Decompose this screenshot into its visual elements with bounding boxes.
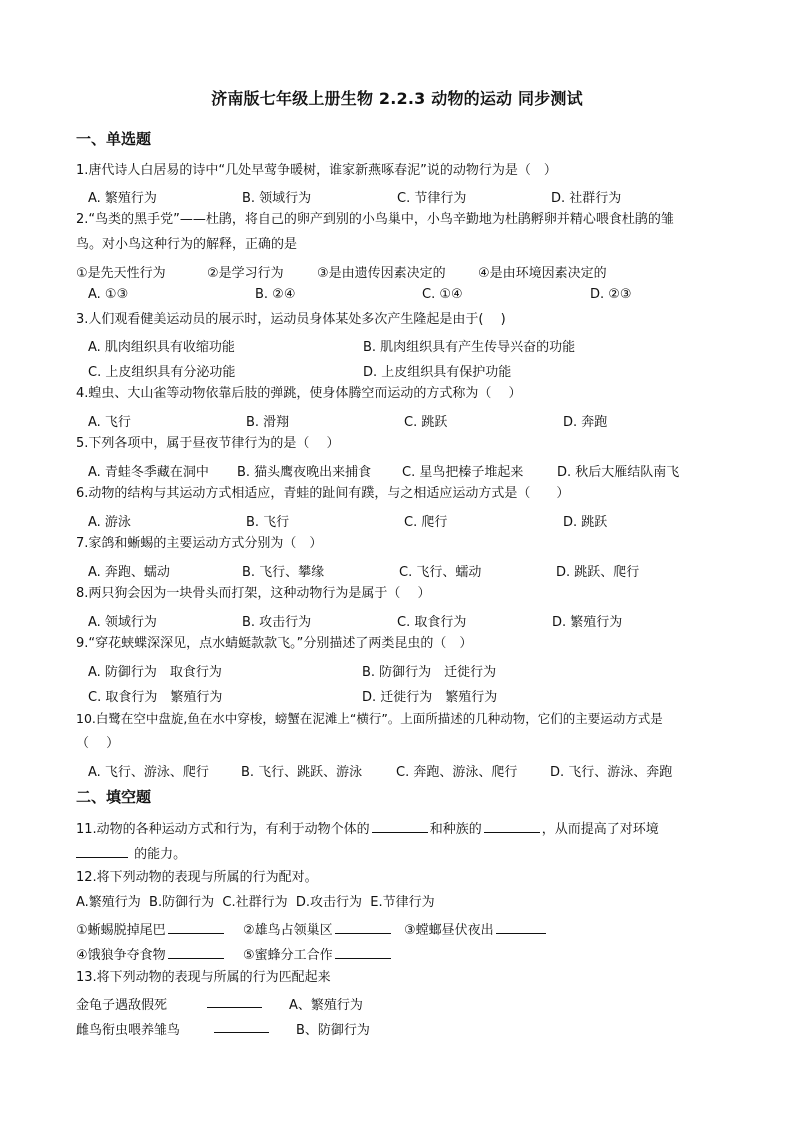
question-12-item-3-text: ③螳螂昼伏夜出: [404, 923, 494, 938]
question-12-item-3: [404, 919, 548, 938]
question-10-option-d: D. 飞行、游泳、奔跑: [550, 765, 673, 780]
question-8-option-c: C. 取食行为: [397, 615, 467, 630]
question-2-statement-2: ②是学习行为: [207, 266, 284, 281]
question-13-row-1-left: 金龟子遇敌假死: [76, 998, 168, 1013]
question-12-item-5-text: ⑤蜜蜂分工合作: [243, 948, 333, 963]
question-4-stem: 4.蝗虫、大山雀等动物依靠后肢的弹跳，使身体腾空而运动的方式称为（ ）: [76, 386, 522, 401]
question-11-line2: [76, 844, 186, 864]
question-6-option-b: B. 飞行: [246, 515, 290, 530]
question-12-item-1: [76, 919, 226, 938]
question-13-row-1-blank[interactable]: [207, 994, 262, 1008]
question-12-item-5: [243, 944, 393, 963]
question-10-option-a: A. 飞行、游泳、爬行: [88, 765, 209, 780]
question-13-stem: 13.将下列动物的表现与所属的行为匹配起来: [76, 970, 331, 985]
question-3-option-b: B. 肌肉组织具有产生传导兴奋的功能: [363, 340, 576, 355]
question-2-statement-4: ④是由环境因素决定的: [478, 266, 607, 281]
question-9-stem: 9.“穿花蛱蝶深深见，点水蜻蜓款款飞。”分别描述了两类昆虫的（ ）: [76, 636, 473, 651]
question-2-stem-line1: 2.“鸟类的黑手党”——杜鹃，将自己的卵产到别的小鸟巢中，小鸟辛勤地为杜鹃孵卵并精心喂食杜鹃的雏: [76, 212, 674, 227]
question-4-option-c: C. 跳跃: [404, 415, 448, 430]
question-6-option-a: A. 游泳: [88, 515, 131, 530]
question-3-option-c: C. 上皮组织具有分泌功能: [88, 365, 236, 380]
question-11-blank-1[interactable]: [372, 819, 428, 833]
question-9-option-d: D. 迁徙行为 繁殖行为: [362, 690, 498, 705]
question-11-blank-2[interactable]: [484, 819, 540, 833]
question-10-option-b: B. 飞行、跳跃、游泳: [241, 765, 363, 780]
question-8-option-b: B. 攻击行为: [242, 615, 312, 630]
question-2-stem-line2: 鸟。对小鸟这种行为的解释，正确的是: [76, 237, 298, 252]
question-10-stem-line2: （ ）: [76, 736, 120, 751]
question-1-stem: 1.唐代诗人白居易的诗中“几处早莺争暖树，谁家新燕啄春泥”说的动物行为是（ ）: [76, 163, 557, 178]
question-3-stem: 3.人们观看健美运动员的展示时，运动员身体某处多次产生隆起是由于( ): [76, 312, 506, 327]
question-12-item-3-blank[interactable]: [496, 920, 546, 934]
question-11-text-3: ，从而提高了对环境: [541, 822, 659, 837]
question-4-option-d: D. 奔跑: [563, 415, 608, 430]
question-11-line1: [76, 819, 659, 839]
page-title: 济南版七年级上册生物 2.2.3 动物的运动 同步测试: [211, 89, 583, 108]
question-11-blank-3[interactable]: [76, 844, 128, 858]
question-12-item-1-blank[interactable]: [168, 920, 224, 934]
question-4-option-b: B. 滑翔: [246, 415, 290, 430]
question-12-item-2-text: ②雄鸟占领巢区: [243, 923, 333, 938]
question-12-item-5-blank[interactable]: [335, 945, 391, 959]
question-7-stem: 7.家鸽和蜥蜴的主要运动方式分别为（ ）: [76, 536, 323, 551]
question-12-item-4-blank[interactable]: [168, 945, 224, 959]
question-11-text-4: 的能力。: [134, 847, 187, 862]
question-4-option-a: A. 飞行: [88, 415, 131, 430]
question-3-option-d: D. 上皮组织具有保护功能: [363, 365, 512, 380]
question-7-option-a: A. 奔跑、蠕动: [88, 565, 170, 580]
question-5-option-a: A. 青蛙冬季藏在洞中: [88, 465, 209, 480]
question-12-item-1-text: ①蜥蜴脱掉尾巴: [76, 923, 166, 938]
question-12-item-2: [243, 919, 393, 938]
question-2-option-c: C. ①④: [422, 287, 463, 302]
question-9-option-a: A. 防御行为 取食行为: [88, 665, 222, 680]
question-9-option-b: B. 防御行为 迁徙行为: [362, 665, 497, 680]
question-8-option-d: D. 繁殖行为: [552, 615, 623, 630]
question-6-option-c: C. 爬行: [404, 515, 448, 530]
question-5-option-d: D. 秋后大雁结队南飞: [557, 465, 680, 480]
question-5-option-c: C. 星鸟把榛子堆起来: [402, 465, 524, 480]
question-1-option-a: A. 繁殖行为: [88, 191, 157, 206]
section-single-choice: 一、单选题: [76, 130, 152, 148]
question-13-row-2-left: 雌鸟衔虫喂养雏鸟: [76, 1023, 181, 1038]
question-11-text-2: 和种族的: [429, 822, 482, 837]
question-11-text-1: 11.动物的各种运动方式和行为，有利于动物个体的: [76, 822, 370, 837]
question-7-option-c: C. 飞行、蠕动: [399, 565, 482, 580]
question-12-item-4-text: ④饿狼争夺食物: [76, 948, 166, 963]
question-13-row-2-right: B、防御行为: [296, 1023, 370, 1038]
question-8-option-a: A. 领域行为: [88, 615, 157, 630]
question-9-option-c: C. 取食行为 繁殖行为: [88, 690, 223, 705]
question-3-option-a: A. 肌肉组织具有收缩功能: [88, 340, 235, 355]
question-10-stem-line1: 10.白鹭在空中盘旋,鱼在水中穿梭，螃蟹在泥滩上“横行”。上面所描述的几种动物，它们的主要运动方式是: [76, 711, 663, 726]
question-5-stem: 5.下列各项中，属于昼夜节律行为的是（ ）: [76, 436, 340, 451]
question-2-option-b: B. ②④: [255, 287, 296, 302]
question-2-option-d: D. ②③: [590, 287, 632, 302]
question-12-item-2-blank[interactable]: [335, 920, 391, 934]
section-fill-in: 二、填空题: [76, 788, 152, 806]
question-8-stem: 8.两只狗会因为一块骨头而打架，这种动物行为是属于（ ）: [76, 586, 431, 601]
question-6-option-d: D. 跳跃: [563, 515, 608, 530]
question-1-option-d: D. 社群行为: [551, 191, 622, 206]
question-5-option-b: B. 猫头鹰夜晚出来捕食: [237, 465, 372, 480]
question-10-option-c: C. 奔跑、游泳、爬行: [396, 765, 518, 780]
question-12-stem: 12.将下列动物的表现与所属的行为配对。: [76, 870, 318, 885]
question-12-choices: A.繁殖行为 B.防御行为 C.社群行为 D.攻击行为 E.节律行为: [76, 895, 435, 910]
question-7-option-d: D. 跳跃、爬行: [556, 565, 640, 580]
question-13-row-2-blank[interactable]: [214, 1019, 269, 1033]
question-1-option-b: B. 领域行为: [242, 191, 312, 206]
question-6-stem: 6.动物的结构与其运动方式相适应，青蛙的趾间有蹼，与之相适应运动方式是（ ）: [76, 486, 570, 501]
question-2-statement-1: ①是先天性行为: [76, 266, 166, 281]
question-1-option-c: C. 节律行为: [397, 191, 467, 206]
question-7-option-b: B. 飞行、攀缘: [242, 565, 325, 580]
question-12-item-4: [76, 944, 226, 963]
question-13-row-1-right: A、繁殖行为: [289, 998, 363, 1013]
question-2-statement-3: ③是由遗传因素决定的: [317, 266, 446, 281]
question-2-option-a: A. ①③: [88, 287, 129, 302]
